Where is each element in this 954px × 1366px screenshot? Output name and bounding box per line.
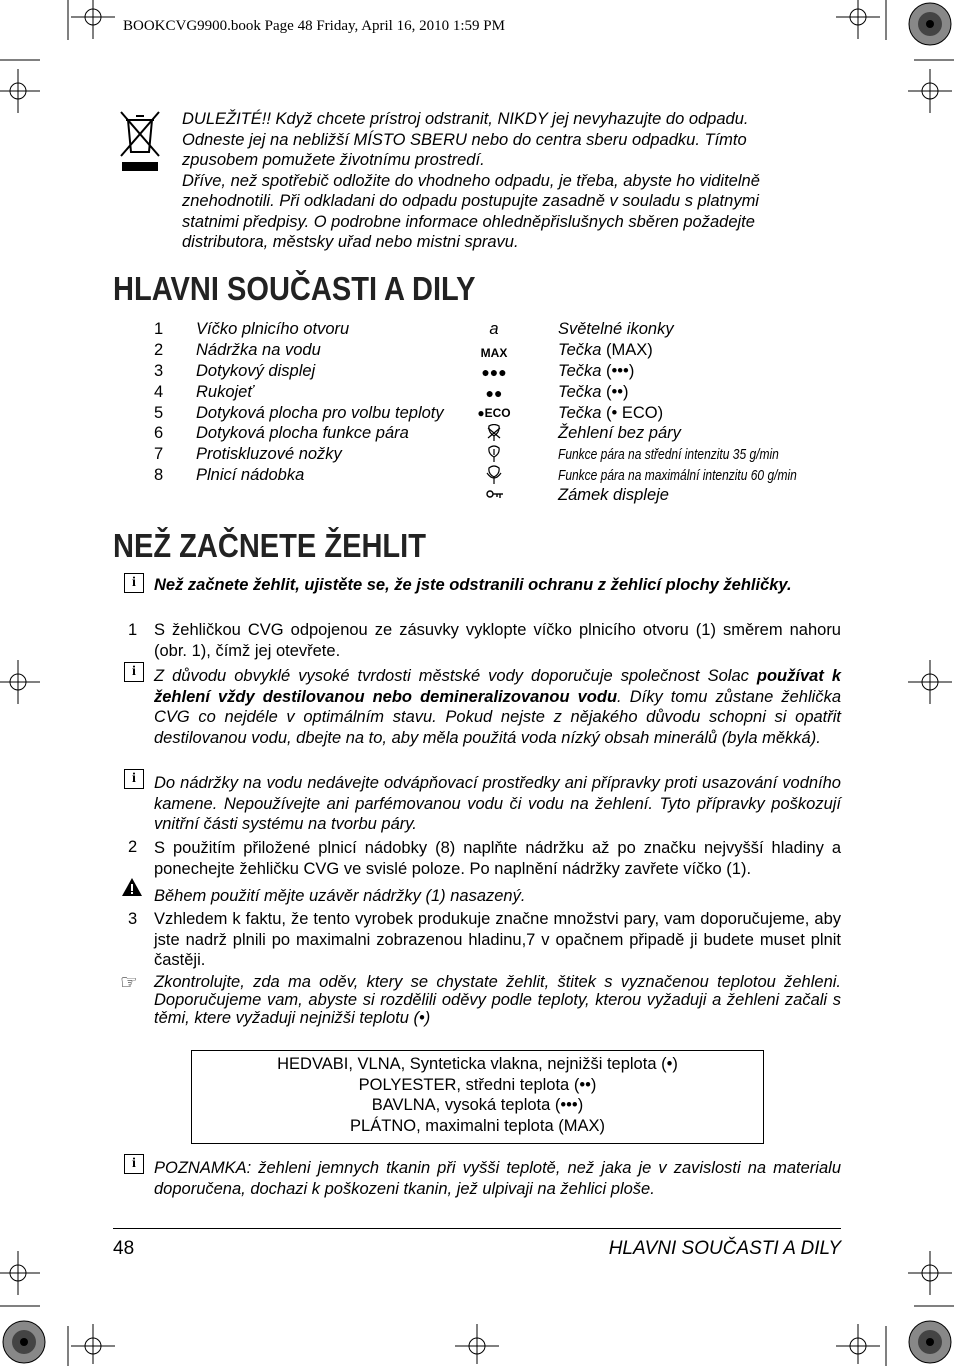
print-header: BOOKCVG9900.book Page 48 Friday, April 16, 2010 1:59 PM bbox=[123, 18, 505, 34]
max-steam-icon bbox=[486, 465, 502, 485]
temperature-table bbox=[191, 1050, 764, 1144]
crosshair-mark-bottom-center bbox=[455, 1324, 499, 1364]
crosshair-mark-left-top bbox=[0, 69, 40, 113]
legend-label: Tečka (•••) bbox=[558, 362, 635, 380]
step-fill-tank: S použitím přiložené plnicí nádobky (8) naplňte nádržku až po značku nejvyšší hladiny a ponechejte žehličku CVG ve svislé poloze. Po naplnění nádržky zavřete víčko (1). bbox=[154, 839, 841, 878]
crossed-bin-icon bbox=[118, 108, 162, 174]
part-label: Dotykový displej bbox=[196, 362, 316, 380]
part-number: 4 bbox=[154, 383, 164, 401]
two-dot-icon: ●● bbox=[485, 385, 503, 401]
three-dot-icon: ●●● bbox=[481, 364, 507, 380]
part-label: Plnicí nádobka bbox=[196, 466, 305, 484]
tip-check-label: Zkontrolujte, zda ma oděv, ktery se chystate žehlit, štitek s vyznačenou teplotou žehleni. Doporučujeme vam, abyste si rozdělili oděvy podle teploty, kterou vyžaduji a žehleni začali s těmi, ktere vyžaduji nejnižši teplotu (•) bbox=[154, 973, 841, 1027]
note-no-additives: Do nádržky na vodu nedávejte odvápňovací prostředky ani přípravky proti usazování vodního kamene. Nepoužívejte ani parfémovanou vodu či vodu na žehlení. Tyto přípravky poškozují vnitřní části systému na tvorbu páry. bbox=[154, 774, 841, 833]
table-row: HEDVABI, VLNA, Synteticka vlakna, nejnižši teplota (•) bbox=[277, 1055, 678, 1073]
part-label: Dotyková plocha pro volbu teploty bbox=[196, 404, 444, 422]
part-label: Rukojeť bbox=[196, 383, 254, 401]
starburst-mark-bottom-right bbox=[909, 1321, 951, 1363]
crosshair-mark-bottom-left bbox=[71, 1324, 115, 1364]
part-label: Dotyková plocha funkce pára bbox=[196, 424, 409, 442]
key-icon bbox=[486, 488, 504, 500]
crosshair-mark-top-left bbox=[71, 0, 115, 39]
part-label: Víčko plnicího otvoru bbox=[196, 320, 350, 338]
step-open-lid: S žehličkou CVG odpojenou ze zásuvky vyklopte víčko plnicího otvoru (1) směrem nahoru (obr. 1), čímž jej otevřete. bbox=[154, 621, 841, 660]
part-label: Nádržka na vodu bbox=[196, 341, 321, 359]
note-distilled-water: Z důvodu obvyklé vysoké tvrdosti městské vody doporučuje společnost Solac používat k žehlení vždy destilovanou nebo demineralizovanou vodu. Díky tomu zůstane žehlička CVG co nejdéle v optimálním stavu. Pokud nejste z nějakého důvodu schopni si opatřit destilovanou vodu, dbejte na to, aby měla použitá voda nízký obsah minerálů (byla měkká). bbox=[154, 667, 841, 747]
legend-label: Funkce pára na střední intenzitu 35 g/min bbox=[558, 446, 779, 463]
letter-a-label: a bbox=[489, 320, 499, 338]
section-title-before-ironing: NEŽ ZAČNETE ŽEHLIT bbox=[113, 527, 426, 564]
crosshair-mark-right-mid bbox=[908, 660, 952, 704]
crosshair-mark-left-bottom bbox=[0, 1251, 40, 1295]
starburst-mark-bottom-left bbox=[3, 1321, 45, 1363]
legend-label: Tečka (MAX) bbox=[558, 341, 653, 359]
crosshair-mark-top-right bbox=[836, 0, 880, 39]
crosshair-mark-left-mid bbox=[0, 660, 40, 704]
part-number: 7 bbox=[154, 445, 164, 463]
crosshair-mark-right-bottom bbox=[908, 1251, 952, 1295]
step-fill-level: Vzhledem k faktu, že tento vyrobek produkuje značne množstvi pary, vam doporučujeme, aby jste nadrž plnili po maximalni zobrazenou hladinu,7 v opačnem připadě ji budete muset plnit častěji. bbox=[154, 910, 841, 969]
note-delicate-fabrics: POZNAMKA: žehleni jemnych tkanin při vyšši teplotě, než jaka je v zavislosti na materialu doporučena, dochazi k poškozeni tkanin, jež ulpivaji na žehlici ploše. bbox=[154, 1159, 841, 1198]
part-number: 6 bbox=[154, 424, 164, 442]
pointing-hand-icon: ☞ bbox=[120, 970, 138, 994]
legend-label: Funkce pára na maximální intenzitu 60 g/min bbox=[558, 467, 797, 484]
step-number: 1 bbox=[128, 621, 138, 639]
medium-steam-icon bbox=[486, 445, 502, 463]
table-row: BAVLNA, vysoká teplota (•••) bbox=[371, 1096, 584, 1114]
disposal-notice: DULEŽITÉ!! Když chcete prístroj odstranit, NIKDY jej nevyhazujte do odpadu. Odneste jej na nebližší MÍSTO SBERU nebo do centra sberu odpadku. Tímto zpusobem pomužete životnímu prostredí. Dříve, než spotřebič odložite do vhodneho odpadu, je třeba, abyste ho viditelně znehodnotili. Při odkladani do odpadu postupujte zasadně v souladu s platnymi statnimi předpisy. O podrobne informace ohledněpřislušnych sběren požadejte distributora, městsky uřad nebo mistni spravu. bbox=[182, 110, 760, 251]
max-dot-icon: MAX bbox=[480, 346, 508, 360]
no-steam-icon bbox=[486, 424, 502, 442]
eco-dot-icon: ●ECO bbox=[477, 406, 511, 420]
part-label: Protiskluzové nožky bbox=[196, 445, 342, 463]
step-number: 3 bbox=[128, 910, 138, 928]
info-icon: i bbox=[124, 769, 144, 789]
info-icon: i bbox=[124, 1154, 144, 1174]
crosshair-mark-right-top bbox=[908, 69, 952, 113]
table-row: POLYESTER, středni teplota (••) bbox=[358, 1075, 597, 1094]
table-row: PLÁTNO, maximalni teplota (MAX) bbox=[350, 1116, 605, 1135]
info-icon: i bbox=[124, 662, 144, 682]
legend-label: Žehlení bez páry bbox=[558, 424, 681, 442]
crosshair-mark-bottom-right bbox=[836, 1324, 880, 1364]
note-remove-protection: Než začnete žehlit, ujistěte se, že jste odstranili ochranu z žehlicí plochy žehličky. bbox=[154, 576, 792, 594]
legend-label: Tečka (• ECO) bbox=[558, 404, 664, 422]
legend-label: Světelné ikonky bbox=[558, 320, 674, 338]
part-number: 3 bbox=[154, 362, 164, 380]
step-number: 2 bbox=[128, 838, 138, 856]
part-number: 1 bbox=[154, 320, 164, 338]
legend-label: Tečka (••) bbox=[558, 383, 629, 401]
part-number: 8 bbox=[154, 466, 164, 484]
page-number: 48 bbox=[113, 1238, 135, 1259]
info-icon: i bbox=[124, 573, 144, 593]
section-title-parts: HLAVNI SOUČASTI A DILY bbox=[113, 270, 476, 307]
warning-cap-on: Během použití mějte uzávěr nádržky (1) nasazený. bbox=[154, 887, 526, 905]
warning-icon bbox=[121, 877, 143, 897]
part-number: 2 bbox=[154, 341, 164, 359]
legend-label: Zámek displeje bbox=[558, 486, 669, 504]
part-number: 5 bbox=[154, 404, 164, 422]
starburst-mark-top-right bbox=[909, 3, 951, 45]
footer-rule bbox=[113, 1228, 841, 1229]
footer-title: HLAVNI SOUČASTI A DILY bbox=[608, 1238, 841, 1259]
